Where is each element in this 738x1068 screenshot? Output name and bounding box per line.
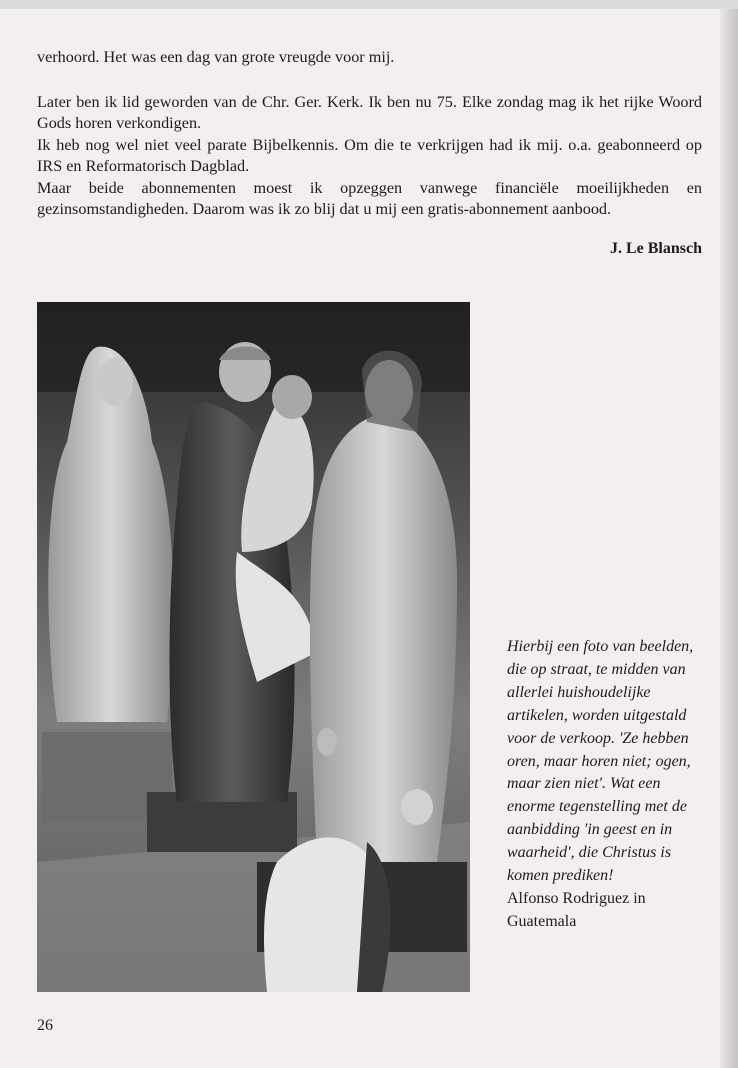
page-number: 26 bbox=[37, 1017, 53, 1034]
body-text bbox=[37, 47, 702, 221]
scan-top-border bbox=[0, 0, 738, 9]
paragraph: Later ben ik lid geworden van de Chr. Ger. Kerk. Ik ben nu 75. Elke zondag mag ik het rijke Woord Gods horen verkondigen. bbox=[37, 92, 702, 132]
caption-credit-location: Guatemala bbox=[507, 912, 577, 930]
paragraph: Maar beide abonnementen moest ik opzeggen vanwege financiële moeilijkheden en gezinsomstandigheden. Daarom was ik zo blij dat u mij een gratis-abonnement aanbood. bbox=[37, 178, 702, 218]
signature: J. Le Blansch bbox=[609, 240, 702, 257]
caption-credit: Alfonso Rodriguez in bbox=[507, 889, 646, 907]
photo-caption bbox=[507, 636, 707, 934]
paragraph: verhoord. Het was een dag van grote vreugde voor mij. bbox=[37, 48, 395, 66]
paragraph: Ik heb nog wel niet veel parate Bijbelkennis. Om die te verkrijgen had ik mij. o.a. geabonneerd op IRS en Reformatorisch Dagblad. bbox=[37, 135, 702, 175]
caption-text: Hierbij een foto van beelden, die op straat, te midden van allerlei huishoudelijke artikelen, worden uitgestald voor de verkoop. 'Ze hebben oren, maar horen niet; ogen, maar zien niet'. Wat een enorme tegenstelling met de aanbidding 'in geest en in waarheid', die Christus is komen prediken! bbox=[507, 638, 694, 885]
photo-statues bbox=[37, 302, 470, 992]
statues-photo-image bbox=[37, 302, 470, 992]
page-edge-shadow bbox=[720, 9, 738, 1068]
